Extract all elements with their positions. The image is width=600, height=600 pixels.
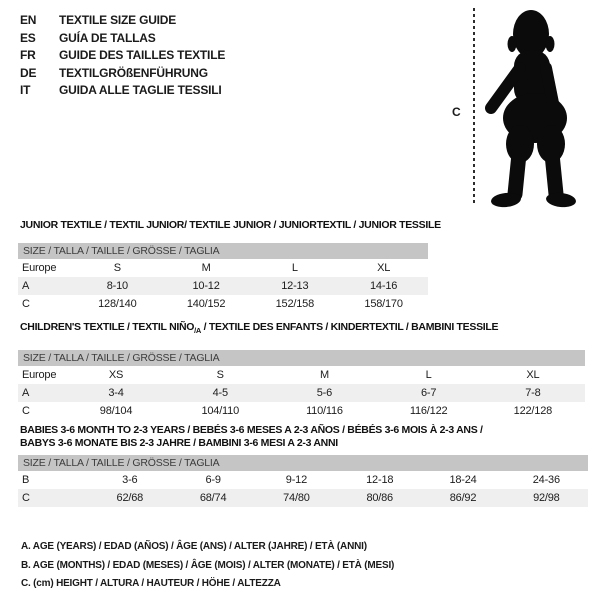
size-header-bar: SIZE / TALLA / TAILLE / GRÖSSE / TAGLIA [18, 350, 585, 366]
language-row [20, 30, 225, 48]
row-label: A [18, 277, 73, 295]
size-header-bar: SIZE / TALLA / TAILLE / GRÖSSE / TAGLIA [18, 455, 588, 471]
table-cell: 152/158 [275, 298, 314, 310]
table-row [18, 384, 585, 402]
row-label: C [22, 405, 30, 418]
children-table-title [18, 321, 585, 337]
language-code: DE [20, 65, 37, 80]
table-cell: 62/68 [88, 489, 171, 507]
table-row [18, 366, 585, 384]
table-cell: 158/170 [364, 298, 403, 310]
language-code: FR [20, 48, 36, 62]
column-header: XL [377, 262, 391, 274]
language-code: IT [20, 83, 31, 97]
language-title: GUIDA ALLE TAGLIE TESSILI [59, 83, 222, 97]
column-header: S [113, 262, 121, 274]
row-label: C [22, 298, 30, 310]
table-row [18, 471, 588, 489]
column-header: L [425, 369, 432, 382]
children-table [18, 366, 585, 420]
column-header: M [319, 369, 329, 382]
table-cell: 7-8 [481, 384, 585, 402]
table-row [18, 259, 428, 277]
column-header: XS [108, 369, 124, 382]
table-row [18, 489, 588, 507]
legend-note-b: B. AGE (MONTHS) / EDAD (MESES) / ÂGE (MOIS) / ALTER (MONATE) / ETÀ (MESI) [21, 559, 395, 571]
table-cell: 98/104 [99, 405, 133, 418]
babies-size-table [18, 424, 588, 507]
language-guide-list [20, 12, 225, 100]
table-row [18, 277, 428, 295]
title-text: CHILDREN'S TEXTILE / TEXTIL NIÑO [20, 321, 195, 333]
row-label: B [22, 474, 30, 486]
language-row [20, 12, 225, 30]
table-row [18, 402, 585, 420]
babies-table [18, 471, 588, 507]
legend-notes [21, 538, 394, 594]
junior-table-title: JUNIOR TEXTILE / TEXTIL JUNIOR/ TEXTILE JUNIOR / JUNIORTEXTIL / JUNIOR TESSILE [20, 219, 441, 231]
table-cell: 14-16 [339, 277, 428, 295]
table-cell: 122/128 [513, 405, 553, 418]
toddler-silhouette [485, 8, 585, 208]
table-cell: 86/92 [421, 489, 504, 507]
table-cell: 6-7 [377, 384, 481, 402]
language-title: TEXTILGRÖßENFÜHRUNG [59, 65, 208, 80]
table-cell: 5-6 [272, 384, 376, 402]
table-cell: 9-12 [285, 474, 308, 486]
size-header-bar: SIZE / TALLA / TAILLE / GRÖSSE / TAGLIA [18, 243, 428, 259]
table-cell: 24-36 [532, 474, 560, 486]
table-cell: 12-13 [250, 277, 339, 295]
table-cell: 80/86 [338, 489, 421, 507]
table-cell: 12-18 [366, 474, 394, 486]
table-cell: 68/74 [171, 489, 254, 507]
height-marker-dashed-line [473, 8, 475, 206]
title-subscript: /A [194, 326, 202, 336]
table-cell: 4-5 [168, 384, 272, 402]
babies-table-title-line2: BABYS 3-6 MONATE BIS 2-3 JAHRE / BAMBINI 3-6 MESI A 2-3 ANNI [20, 437, 338, 449]
table-cell: 74/80 [255, 489, 338, 507]
column-header: L [291, 262, 298, 274]
table-cell: 140/152 [186, 298, 226, 310]
column-header: XL [526, 369, 540, 382]
children-size-table [18, 321, 585, 420]
title-text: / TEXTILE DES ENFANTS / KINDERTEXTIL / BAMBINI TESSILE [201, 321, 499, 333]
junior-size-table [18, 219, 441, 313]
junior-table [18, 259, 428, 313]
table-cell: 10-12 [162, 277, 251, 295]
language-title: TEXTILE SIZE GUIDE [59, 13, 177, 27]
language-row [20, 82, 225, 100]
height-marker-label: C [452, 105, 461, 119]
language-title: GUIDE DES TAILLES TEXTILE [59, 48, 226, 62]
language-row [20, 65, 225, 83]
row-label: C [18, 489, 88, 507]
table-cell: 3-6 [122, 474, 138, 486]
table-cell: 116/122 [409, 405, 448, 418]
babies-table-title-line1: BABIES 3-6 MONTH TO 2-3 YEARS / BEBÉS 3-6 MESES A 2-3 AÑOS / BÉBÉS 3-6 MOIS À 2-3 ANS / [20, 424, 483, 436]
table-cell: 8-10 [73, 277, 162, 295]
table-cell: 128/140 [98, 298, 137, 310]
column-header: M [201, 262, 211, 274]
column-header: S [216, 369, 224, 382]
language-code: EN [20, 13, 37, 27]
column-header: Europe [22, 262, 57, 274]
table-cell: 92/98 [505, 489, 588, 507]
table-cell: 18-24 [449, 474, 477, 486]
column-header: Europe [22, 369, 57, 382]
language-title: GUÍA DE TALLAS [59, 30, 156, 45]
table-cell: 3-4 [64, 384, 168, 402]
legend-note-a: A. AGE (YEARS) / EDAD (AÑOS) / ÂGE (ANS) / ALTER (JAHRE) / ETÀ (ANNI) [21, 541, 367, 552]
language-row [20, 47, 225, 65]
table-row [18, 295, 428, 313]
table-cell: 104/110 [201, 405, 239, 418]
row-label: A [18, 384, 64, 402]
legend-note-c: C. (cm) HEIGHT / ALTURA / HAUTEUR / HÖHE / ALTEZZA [21, 578, 281, 589]
language-code: ES [20, 30, 36, 45]
table-cell: 6-9 [205, 474, 221, 486]
table-cell: 110/116 [306, 405, 343, 418]
